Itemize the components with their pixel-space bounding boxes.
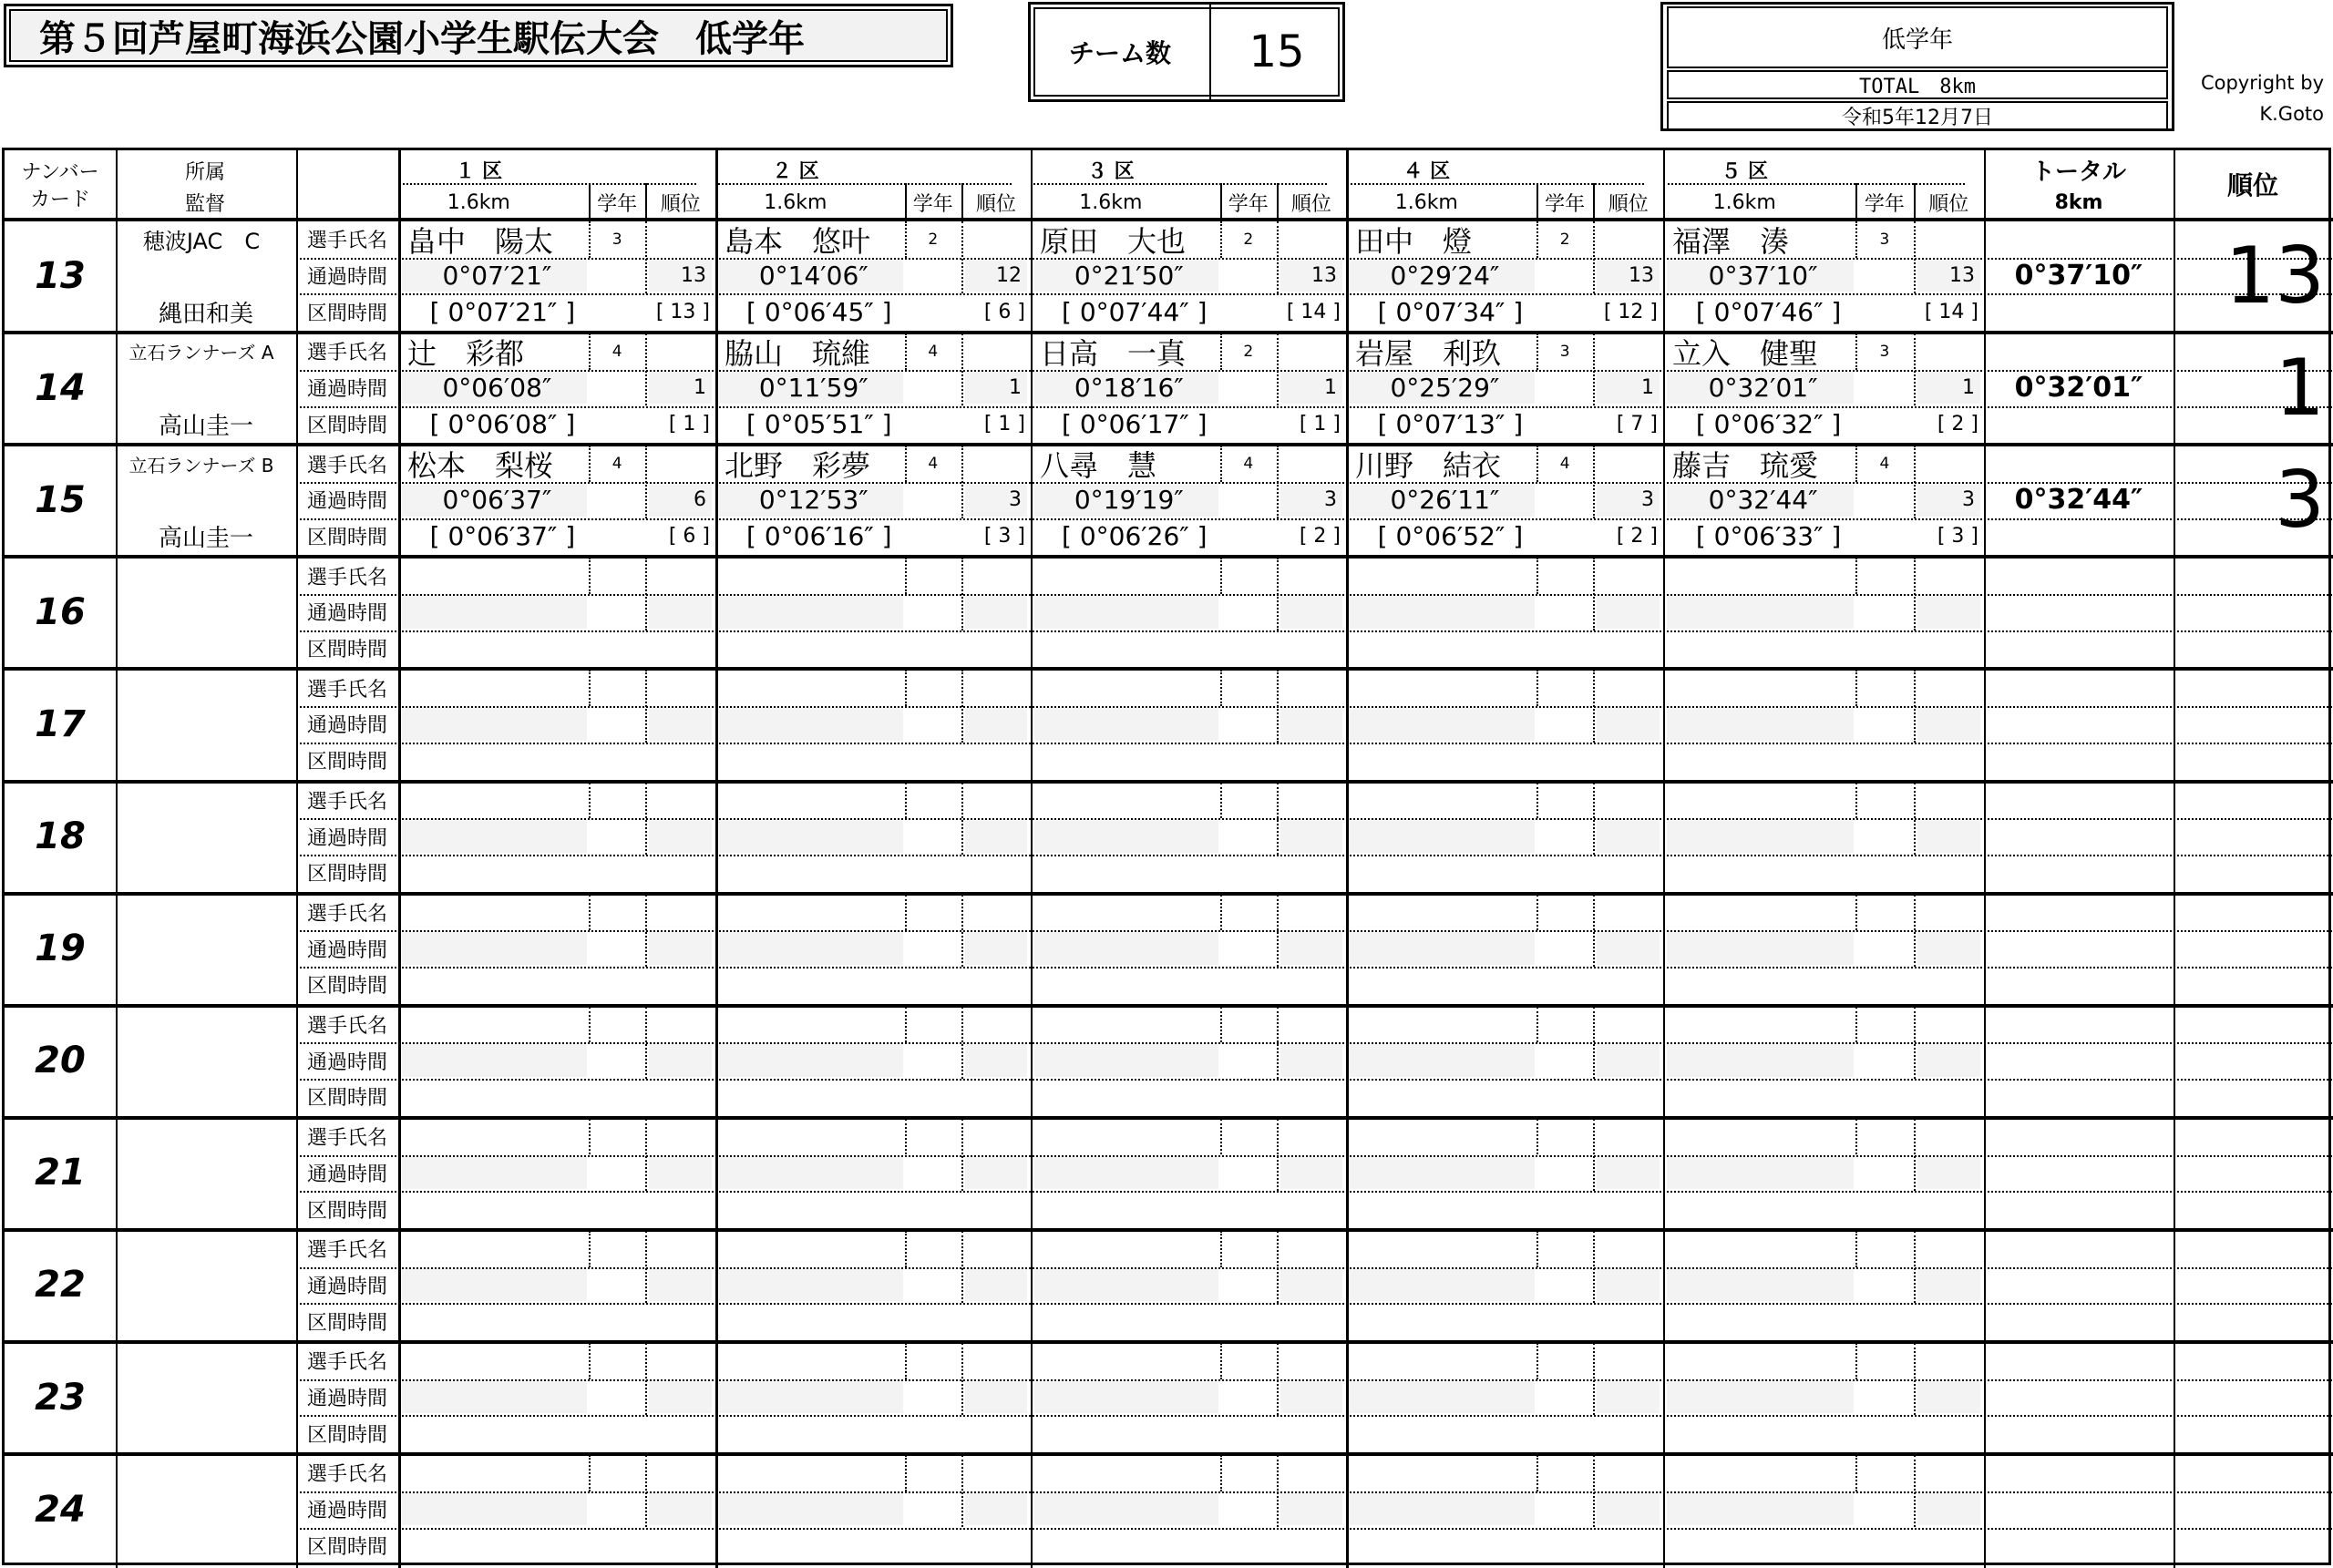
section-1-grade-header: 学年: [597, 192, 638, 216]
split-time: [ 0°07′13″ ]: [1377, 408, 1524, 439]
split-rank: [ 14 ]: [1286, 300, 1341, 323]
team-name: 立石ランナーズ B: [128, 454, 274, 477]
runner-grade: 4: [1243, 455, 1254, 474]
row-label-split: 区間時間: [306, 414, 387, 437]
runner-name: 辻 彩都: [407, 335, 525, 371]
final-rank: 13: [2225, 230, 2325, 322]
runner-grade: 3: [1879, 230, 1890, 249]
card-number: 24: [35, 1488, 86, 1531]
pass-time: 0°29′24″: [1390, 261, 1500, 292]
team-header: 所属: [184, 160, 225, 184]
runner-grade: 3: [612, 230, 622, 249]
row-label-split: 区間時間: [306, 1423, 387, 1447]
runner-grade: 2: [1243, 230, 1254, 249]
row-label-split: 区間時間: [306, 1311, 387, 1335]
copyright-line-1: Copyright by: [2200, 72, 2324, 94]
runner-name: 八尋 慧: [1040, 448, 1157, 484]
pass-rank: 12: [995, 264, 1022, 288]
row-label-runner: 選手氏名: [306, 1127, 387, 1151]
split-rank: [ 3 ]: [983, 524, 1025, 548]
row-label-runner: 選手氏名: [306, 230, 387, 253]
row-label-runner: 選手氏名: [306, 566, 387, 589]
pass-time: 0°11′59″: [758, 373, 868, 404]
runner-name: 畠中 陽太: [407, 223, 554, 259]
runner-grade: 2: [928, 230, 939, 249]
pass-time: 0°19′19″: [1074, 485, 1184, 516]
final-rank-header: 順位: [2226, 170, 2278, 200]
pass-rank: 6: [693, 488, 706, 512]
row-label-split: 区間時間: [306, 526, 387, 549]
team-name: 穂波JAC C: [142, 229, 261, 255]
pass-rank: 13: [1628, 264, 1654, 288]
pass-time: 0°18′16″: [1074, 373, 1184, 404]
total-header: トータル: [2030, 158, 2126, 186]
split-time: [ 0°06′33″ ]: [1695, 520, 1842, 551]
section-5-grade-header: 学年: [1864, 192, 1905, 216]
pass-rank: 3: [1008, 488, 1022, 512]
split-time: [ 0°07′21″ ]: [429, 296, 576, 327]
pass-rank: 13: [680, 264, 706, 288]
split-rank: [ 7 ]: [1616, 412, 1658, 436]
row-label-pass: 通過時間: [306, 266, 387, 290]
card-number: 16: [35, 590, 86, 633]
runner-name: 川野 結衣: [1355, 448, 1502, 484]
row-label-pass: 通過時間: [306, 1275, 387, 1298]
card-number: 19: [35, 927, 86, 970]
runner-name: 日高 一真: [1040, 335, 1187, 371]
split-time: [ 0°06′16″ ]: [746, 520, 892, 551]
runner-grade: 2: [1559, 230, 1570, 249]
card-number: 23: [35, 1376, 86, 1419]
section-4-grade-header: 学年: [1545, 192, 1586, 216]
pass-time: 0°06′08″: [442, 373, 552, 404]
split-rank: [ 2 ]: [1937, 412, 1978, 436]
pass-rank: 1: [693, 376, 706, 400]
section-3-header: ３ 区: [1087, 159, 1135, 183]
runner-name: 原田 大也: [1040, 223, 1187, 259]
pass-time: 0°37′10″: [1708, 261, 1818, 292]
pass-rank: 13: [1948, 264, 1975, 288]
coach-name: 縄田和美: [158, 300, 253, 328]
split-time: [ 0°06′08″ ]: [429, 408, 576, 439]
total-distance: TOTAL 8km: [1667, 70, 2168, 99]
card-number: 18: [35, 815, 86, 858]
total-time: 0°37′10″: [2014, 260, 2143, 292]
split-time: [ 0°06′32″ ]: [1695, 408, 1842, 439]
split-time: [ 0°06′45″ ]: [746, 296, 892, 327]
final-rank: 3: [2275, 454, 2325, 546]
coach-name: 高山圭一: [158, 524, 253, 552]
pass-time: 0°32′44″: [1708, 485, 1818, 516]
split-rank: [ 2 ]: [1299, 524, 1341, 548]
runner-name: 立入 健聖: [1672, 335, 1819, 371]
results-table: [2, 148, 2331, 1565]
card-number: 22: [35, 1264, 86, 1307]
split-rank: [ 6 ]: [668, 524, 710, 548]
pass-time: 0°12′53″: [758, 485, 868, 516]
row-label-runner: 選手氏名: [306, 1351, 387, 1375]
total-distance-header: 8km: [2054, 190, 2103, 214]
runner-grade: 4: [612, 455, 622, 474]
split-rank: [ 2 ]: [1616, 524, 1658, 548]
copyright-line-2: K.Goto: [2259, 103, 2324, 125]
final-rank: 1: [2275, 342, 2325, 434]
runner-name: 田中 燈: [1355, 223, 1473, 259]
split-time: [ 0°07′34″ ]: [1377, 296, 1524, 327]
coach-header: 監督: [184, 192, 225, 216]
row-label-runner: 選手氏名: [306, 1239, 387, 1263]
section-2-rank-header: 順位: [975, 192, 1016, 216]
team-count-label: チーム数: [1031, 5, 1211, 99]
split-time: [ 0°06′37″ ]: [429, 520, 576, 551]
runner-name: 北野 彩夢: [725, 448, 871, 484]
row-label-pass: 通過時間: [306, 490, 387, 514]
team-count-box: [1028, 2, 1345, 102]
row-label-pass: 通過時間: [306, 1050, 387, 1074]
pass-rank: 1: [1640, 376, 1654, 400]
page-title: 第５回芦屋町海浜公園小学生駅伝大会 低学年: [4, 4, 953, 67]
row-label-pass: 通過時間: [306, 826, 387, 850]
pass-rank: 3: [1961, 488, 1975, 512]
runner-grade: 2: [1243, 342, 1254, 361]
row-label-runner: 選手氏名: [306, 902, 387, 926]
row-label-pass: 通過時間: [306, 602, 387, 626]
row-label-pass: 通過時間: [306, 938, 387, 962]
team-name: 立石ランナーズ A: [128, 342, 274, 364]
split-rank: [ 13 ]: [655, 300, 710, 323]
card-number: 17: [35, 702, 86, 745]
runner-name: 島本 悠叶: [725, 223, 871, 259]
pass-rank: 1: [1008, 376, 1022, 400]
section-2-header: ２ 区: [772, 159, 819, 183]
row-label-pass: 通過時間: [306, 1500, 387, 1523]
pass-time: 0°25′29″: [1390, 373, 1500, 404]
pass-time: 0°07′21″: [442, 261, 552, 292]
split-rank: [ 1 ]: [668, 412, 710, 436]
row-label-pass: 通過時間: [306, 378, 387, 402]
runner-name: 脇山 琉維: [725, 335, 871, 371]
card-number: 15: [35, 478, 86, 521]
split-time: [ 0°06′17″ ]: [1062, 408, 1208, 439]
split-time: [ 0°07′44″ ]: [1062, 296, 1208, 327]
row-label-runner: 選手氏名: [306, 342, 387, 365]
row-label-split: 区間時間: [306, 863, 387, 886]
pass-time: 0°21′50″: [1074, 261, 1184, 292]
section-4-header: ４ 区: [1403, 159, 1451, 183]
split-time: [ 0°05′51″ ]: [746, 408, 892, 439]
section-2-distance: 1.6km: [764, 190, 827, 214]
runner-name: 藤吉 琉愛: [1672, 448, 1819, 484]
row-label-split: 区間時間: [306, 639, 387, 662]
split-rank: [ 12 ]: [1603, 300, 1658, 323]
section-4-rank-header: 順位: [1608, 192, 1649, 216]
card-header-1: ナンバー: [21, 160, 99, 184]
row-label-runner: 選手氏名: [306, 790, 387, 814]
runner-grade: 4: [928, 455, 939, 474]
card-number: 21: [35, 1152, 86, 1194]
split-rank: [ 14 ]: [1924, 300, 1978, 323]
row-label-split: 区間時間: [306, 302, 387, 325]
section-5-distance: 1.6km: [1712, 190, 1776, 214]
row-label-runner: 選手氏名: [306, 1015, 387, 1039]
section-3-distance: 1.6km: [1079, 190, 1143, 214]
section-2-grade-header: 学年: [912, 192, 953, 216]
row-label-split: 区間時間: [306, 1087, 387, 1111]
runner-name: 松本 梨桜: [407, 448, 554, 484]
section-1-rank-header: 順位: [660, 192, 701, 216]
split-time: [ 0°06′26″ ]: [1062, 520, 1208, 551]
row-label-pass: 通過時間: [306, 1163, 387, 1186]
runner-grade: 3: [1879, 342, 1890, 361]
pass-time: 0°32′01″: [1708, 373, 1818, 404]
row-label-pass: 通過時間: [306, 1388, 387, 1411]
pass-time: 0°14′06″: [758, 261, 868, 292]
runner-grade: 4: [1559, 455, 1570, 474]
split-time: [ 0°06′52″ ]: [1377, 520, 1524, 551]
section-4-distance: 1.6km: [1394, 190, 1458, 214]
split-time: [ 0°07′46″ ]: [1695, 296, 1842, 327]
row-label-runner: 選手氏名: [306, 678, 387, 702]
split-rank: [ 3 ]: [1937, 524, 1978, 548]
runner-name: 岩屋 利玖: [1355, 335, 1502, 371]
category-info-box: [1660, 2, 2174, 131]
section-5-rank-header: 順位: [1928, 192, 1969, 216]
pass-time: 0°06′37″: [442, 485, 552, 516]
runner-grade: 3: [1559, 342, 1570, 361]
card-number: 13: [35, 254, 86, 297]
section-1-header: １ 区: [455, 159, 503, 183]
row-label-split: 区間時間: [306, 975, 387, 999]
copyright: [2187, 67, 2324, 129]
pass-rank: 1: [1961, 376, 1975, 400]
event-date: 令和5年12月7日: [1667, 101, 2168, 130]
row-label-split: 区間時間: [306, 751, 387, 774]
card-number: 20: [35, 1040, 86, 1082]
card-number: 14: [35, 366, 86, 409]
pass-rank: 3: [1640, 488, 1654, 512]
pass-time: 0°26′11″: [1390, 485, 1500, 516]
section-5-header: ５ 区: [1721, 159, 1769, 183]
split-rank: [ 1 ]: [983, 412, 1025, 436]
section-1-distance: 1.6km: [447, 190, 510, 214]
section-3-rank-header: 順位: [1290, 192, 1331, 216]
pass-rank: 1: [1323, 376, 1337, 400]
row-label-runner: 選手氏名: [306, 1463, 387, 1487]
section-3-grade-header: 学年: [1228, 192, 1269, 216]
total-time: 0°32′44″: [2014, 484, 2143, 517]
card-header-2: カード: [29, 188, 90, 211]
runner-name: 福澤 湊: [1672, 223, 1790, 259]
runner-grade: 4: [1879, 455, 1890, 474]
total-time: 0°32′01″: [2014, 372, 2143, 405]
row-label-runner: 選手氏名: [306, 454, 387, 477]
category-label: 低学年: [1667, 6, 2168, 68]
row-label-split: 区間時間: [306, 1535, 387, 1559]
row-label-pass: 通過時間: [306, 714, 387, 738]
coach-name: 高山圭一: [158, 412, 253, 440]
split-rank: [ 6 ]: [983, 300, 1025, 323]
split-rank: [ 1 ]: [1299, 412, 1341, 436]
team-count-value: 15: [1249, 26, 1305, 77]
runner-grade: 4: [612, 342, 622, 361]
runner-grade: 4: [928, 342, 939, 361]
row-label-split: 区間時間: [306, 1199, 387, 1223]
pass-rank: 13: [1310, 264, 1337, 288]
pass-rank: 3: [1323, 488, 1337, 512]
